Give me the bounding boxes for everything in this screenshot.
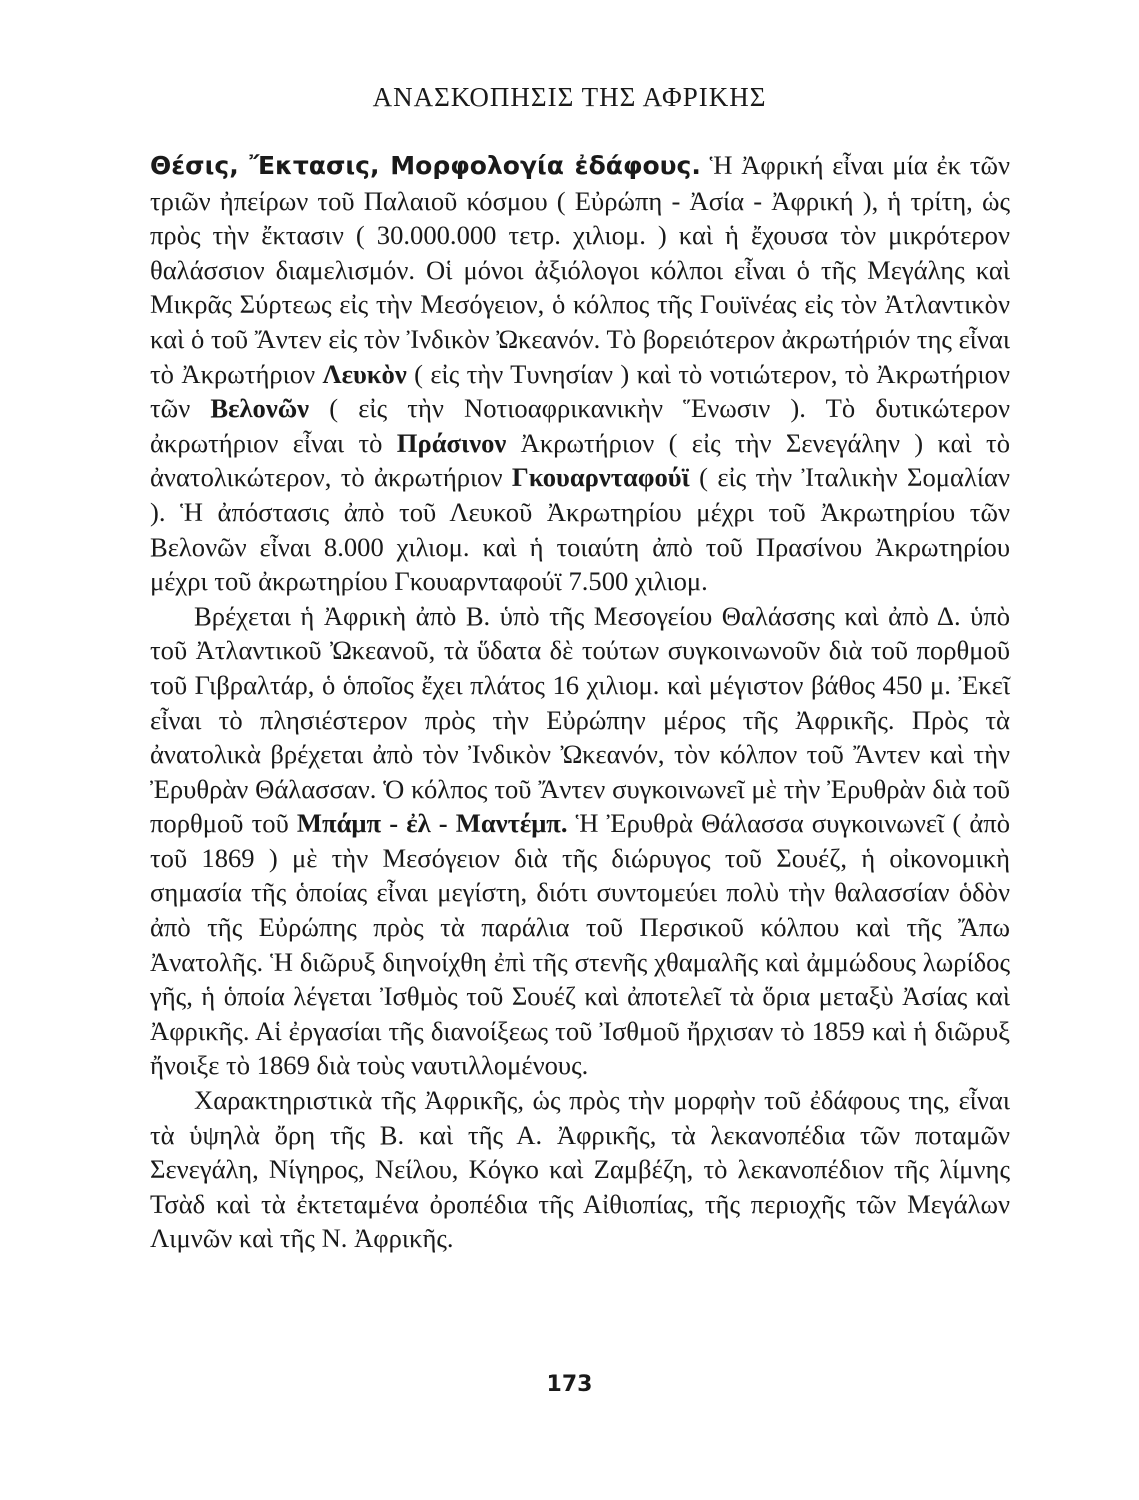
text-run: ( εἰς τὴν Νοτιοαφρικανικὴν Ἕνωσιν ). Τὸ δυτικώτερον ἀκρωτήριον εἶναι τὸ [150,393,1010,458]
text-run: Ἡ Ἐρυθρὰ Θάλασσα συγκοινωνεῖ ( ἀπὸ τοῦ 1869 ) μὲ τὴν Μεσόγειον διὰ τῆς διώρυγος τοῦ Σουέζ, ἡ οἰκονομικὴ σημασία τῆς ὁποίας εἶναι μεγίστη, διότι συντομεύει πολὺ τὴν θαλασσίαν ὁδὸν ἀπὸ τῆς Εὐρώπης πρὸς τὰ παράλια τοῦ Περσικοῦ κόλπου καὶ τῆς Ἄπω Ἀνατολῆς. Ἡ διῶρυξ διηνοίχθη ἐπὶ τῆς στενῆς χθαμαλῆς καὶ ἀμμώδους λωρίδος γῆς, ἡ ὁποία λέγεται Ἰσθμὸς τοῦ Σουέζ καὶ ἀποτελεῖ τὰ ὅρια μεταξὺ Ἀσίας καὶ Ἀφρικῆς. Αἱ ἐργασίαι τῆς διανοίξεως τοῦ Ἰσθμοῦ ἤρχισαν τὸ 1859 καὶ ἡ διῶρυξ ἤνοιξε τὸ 1869 διὰ τοὺς ναυτιλλομένους. [150,808,1011,1081]
text-run: ( εἰς τὴν Ἰταλικὴν Σομαλίαν ). Ἡ ἀπόστασις ἀπὸ τοῦ Λευκοῦ Ἀκρωτηρίου μέχρι τοῦ Ἀκρωτηρίου τῶν Βελονῶν εἶναι 8.000 χιλιομ. καὶ ἡ τοιαύτη ἀπὸ τοῦ Πρασίνου Ἀκρωτηρίου μέχρι τοῦ ἀκρωτηρίου Γκουαρνταφούϊ 7.500 χιλιομ. [150,462,1010,597]
page-number: 173 [546,1372,593,1397]
bold-term: Πράσινον [396,427,507,458]
text-run: ( εἰς τὴν Τυνησίαν ) καὶ τὸ νοτιώτερον, τὸ Ἀκρωτήριον τῶν [150,358,1010,424]
text-run: Ἀκρωτήριον ( εἰς τὴν Σενεγάλην ) καὶ τὸ ἀνατολικώτερον, τὸ ἀκρωτήριον [150,427,1010,493]
bold-term: Γκουαρνταφούϊ [511,462,690,493]
text-run: Βρέχεται ἡ Ἀφρικὴ ἀπὸ Β. ὑπὸ τῆς Μεσογείου Θαλάσσης καὶ ἀπὸ Δ. ὑπὸ τοῦ Ἀτλαντικοῦ Ὠκεανοῦ, τὰ ὕδατα δὲ τούτων συγκοινωνοῦν διὰ τοῦ πορθμοῦ τοῦ Γιβραλτάρ, ὁ ὁποῖος ἔχει πλάτος 16 χιλιομ. καὶ μέγιστον βάθος 450 μ. Ἐκεῖ εἶναι τὸ πλησιέστερον πρὸς τὴν Εὐρώπην μέρος τῆς Ἀφρικῆς. Πρὸς τὰ ἀνατολικὰ βρέχεται ἀπὸ τὸν Ἰνδικὸν Ὠκεανόν, τὸν κόλπον τοῦ Ἄντεν καὶ τὴν Ἐρυθρὰν Θάλασσαν. Ὁ κόλπος τοῦ Ἄντεν συγκοινωνεῖ μὲ τὴν Ἐρυθρὰν διὰ τοῦ πορθμοῦ τοῦ [150,600,1010,839]
page-title: ΑΝΑΣΚΟΠΗΣΙΣ ΤΗΣ ΑΦΡΙΚΗΣ [372,82,767,112]
bold-term: Μπάμπ - ἐλ - Μαντέμπ. [296,808,568,839]
text-run: Χαρακτηριστικὰ τῆς Ἀφρικῆς, ὡς πρὸς τὴν μορφὴν τοῦ ἐδάφους της, εἶναι τὰ ὑψηλὰ ὄρη τῆς Β. καὶ τῆς Α. Ἀφρικῆς, τὰ λεκανοπέδια τῶν ποταμῶν Σενεγάλη, Νίγηρος, Νείλου, Κόγκο καὶ Ζαμβέζη, τὸ λεκανοπέδιον τῆς λίμνης Τσὰδ καὶ τὰ ἐκτεταμένα ὀροπέδια τῆς Αἰθιοπίας, τῆς περιοχῆς τῶν Μεγάλων Λιμνῶν καὶ τῆς Ν. Ἀφρικῆς. [150,1085,1010,1254]
text-run: Ἡ Ἀφρική εἶναι μία ἐκ τῶν τριῶν ἠπείρων τοῦ Παλαιοῦ κόσμου ( Εὐρώπη - Ἀσία - Ἀφρική ), ἡ τρίτη, ὡς πρὸς τὴν ἔκτασιν ( 30.000.000 τετρ. χιλιομ. ) καὶ ἡ ἔχουσα τὸν μικρότερον θαλάσσιον διαμελισμόν. Οἱ μόνοι ἀξιόλογοι κόλποι εἶναι ὁ τῆς Μεγάλης καὶ Μικρᾶς Σύρτεως εἰς τὴν Μεσόγειον, ὁ κόλπος τῆς Γουϊνέας εἰς τὸν Ἀτλαντικὸν καὶ ὁ τοῦ Ἄντεν εἰς τὸν Ἰνδικὸν Ὠκεανόν. Τὸ βορειότερον ἀκρωτήριόν της εἶναι τὸ Ἀκρωτήριον [150,150,1010,389]
paragraph-terrain-features [150,1083,1010,1256]
paragraph-position-morphology [150,148,1010,599]
body-text [150,148,1010,1256]
paragraph-seas-and-suez [150,599,1010,1083]
section-heading: Θέσις, Ἔκτασις, Μορφολογία ἐδάφους. [150,151,701,180]
bold-term: Λευκὸν [322,358,407,389]
bold-term: Βελονῶν [210,393,310,424]
